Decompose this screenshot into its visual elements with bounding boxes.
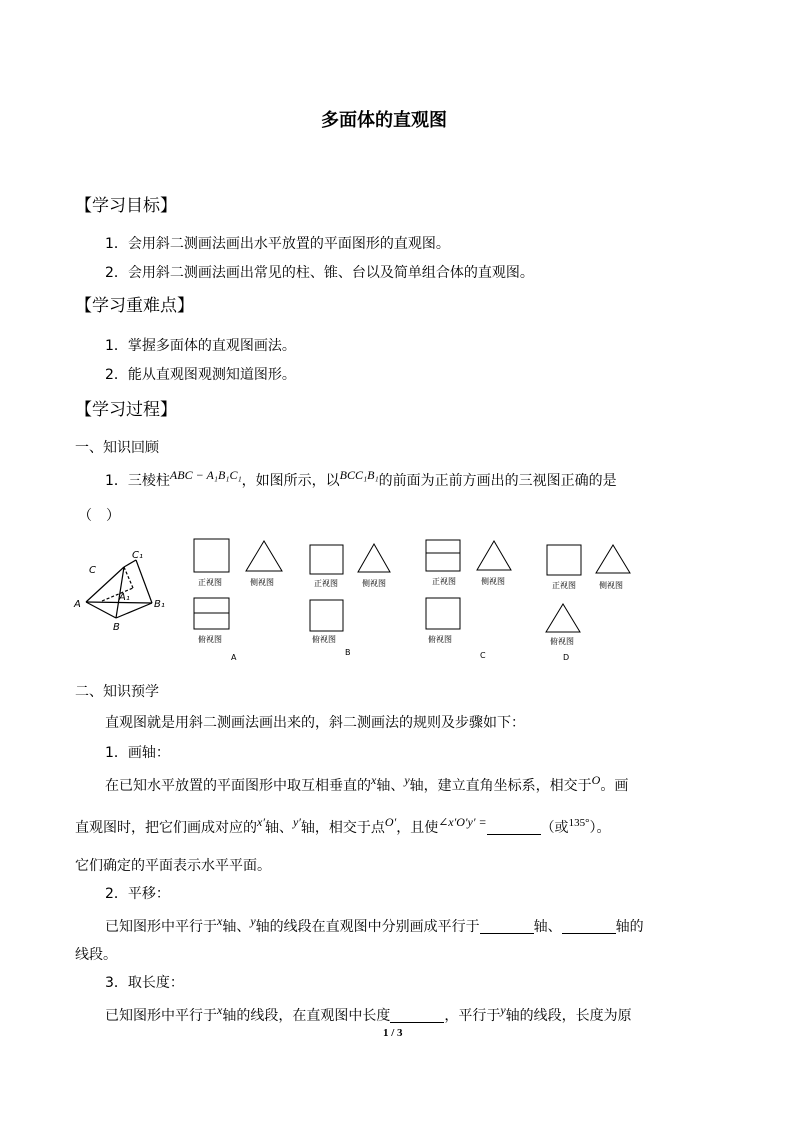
math-x: x <box>217 914 223 928</box>
page-number: 1 / 3 <box>383 1027 403 1039</box>
review-heading: 一、知识回顾 <box>75 440 159 456</box>
fill-blank[interactable] <box>562 919 616 934</box>
prism-label-b1: B₁ <box>154 599 165 610</box>
option-b-side-label: 侧视图 <box>362 579 386 588</box>
option-c-top-label: 俯视图 <box>428 635 452 644</box>
question-1-answer-paren: （ ） <box>78 508 120 524</box>
math-o: O <box>591 773 601 787</box>
question-1-math-face: BCC₁B₁ <box>339 468 379 482</box>
math-y-prime: y′ <box>292 815 301 829</box>
page-title: 多面体的直观图 <box>321 110 447 131</box>
step-3-title: 3．取长度： <box>105 975 184 991</box>
option-d-label: D <box>563 653 570 662</box>
text-span: 轴，相交于点 <box>300 820 385 836</box>
math-y: y <box>500 1003 506 1017</box>
text-span: 轴的线段在直观图中分别画成平行于 <box>255 919 480 935</box>
three-view-figure <box>72 535 647 665</box>
math-angle: ∠x′O′y′ = <box>438 815 487 829</box>
question-1-mid: ，如图所示，以 <box>241 473 340 489</box>
text-span: 已知图形中平行于 <box>105 1008 217 1024</box>
math-o-prime: O′ <box>384 815 397 829</box>
section-heading-goals: 【学习目标】 <box>75 196 177 216</box>
step-1-line-1 <box>105 773 628 795</box>
step-2-title: 2．平移： <box>105 886 170 902</box>
step-2-line-1 <box>105 914 644 936</box>
step-3-line-1 <box>105 1003 632 1025</box>
option-d-top-label: 俯视图 <box>550 637 574 646</box>
math-x: x <box>371 773 377 787</box>
text-span: 轴、 <box>264 820 293 836</box>
text-span: 轴的线段，在直观图中长度 <box>222 1008 391 1024</box>
question-1-suffix: 的前面为正前方画出的三视图正确的是 <box>378 473 617 489</box>
step-1-line-3: 它们确定的平面表示水平平面。 <box>75 858 271 874</box>
fill-blank[interactable] <box>487 820 541 835</box>
prism-label-a1: A₁ <box>119 592 130 603</box>
text-span: 直观图时，把它们画成对应的 <box>75 820 257 836</box>
text-span: 在已知水平放置的平面图形中取互相垂直的 <box>105 778 371 794</box>
text-span: ，平行于 <box>444 1008 501 1024</box>
prism-label-a: A <box>74 599 81 610</box>
goal-item: 1．会用斜二测画法画出水平放置的平面图形的直观图。 <box>105 236 450 252</box>
question-1-prefix: 1．三棱柱 <box>105 473 170 489</box>
goal-item: 2．会用斜二测画法画出常见的柱、锥、台以及简单组合体的直观图。 <box>105 265 534 281</box>
preview-heading: 二、知识预学 <box>75 684 159 700</box>
fill-blank[interactable] <box>390 1008 444 1023</box>
question-1-math-prism: ABC − A₁B₁C₁ <box>169 468 242 482</box>
option-a-label: A <box>231 653 237 662</box>
option-a-front-label: 正视图 <box>198 578 222 587</box>
text-span: 轴的线段，长度为原 <box>505 1008 632 1024</box>
text-span: 轴，建立直角坐标系，相交于 <box>409 778 592 794</box>
text-span: 。画 <box>600 778 629 794</box>
option-c-side-label: 侧视图 <box>481 577 505 586</box>
math-y: y <box>250 914 256 928</box>
math-x: x <box>217 1003 223 1017</box>
option-b-top-label: 俯视图 <box>312 635 336 644</box>
text-span: 轴的 <box>615 919 644 935</box>
text-span: 轴、 <box>376 778 405 794</box>
fill-blank[interactable] <box>480 919 534 934</box>
option-d-front-label: 正视图 <box>552 581 576 590</box>
preview-intro: 直观图就是用斜二测画法画出来的，斜二测画法的规则及步骤如下： <box>105 715 525 731</box>
prism-label-c1: C₁ <box>132 550 143 561</box>
math-x-prime: x′ <box>257 815 265 829</box>
prism-label-b: B <box>113 622 120 633</box>
option-b-front-label: 正视图 <box>314 579 338 588</box>
section-heading-difficulties: 【学习重难点】 <box>75 296 194 316</box>
difficulty-item: 1．掌握多面体的直观图画法。 <box>105 338 296 354</box>
step-1-title: 1．画轴： <box>105 745 170 761</box>
difficulty-item: 2．能从直观图观测知道图形。 <box>105 367 296 383</box>
step-2-line-2: 线段。 <box>75 947 117 963</box>
text-span: ）。 <box>589 820 611 836</box>
option-b-label: B <box>345 648 351 657</box>
text-span: （或 <box>540 820 569 836</box>
option-a-top-label: 俯视图 <box>198 635 222 644</box>
option-c-label: C <box>480 651 486 660</box>
option-c-front-label: 正视图 <box>432 577 456 586</box>
math-y: y <box>404 773 410 787</box>
text-span: 轴、 <box>533 919 562 935</box>
text-span: 已知图形中平行于 <box>105 919 217 935</box>
text-span: 轴、 <box>222 919 251 935</box>
option-d-side-label: 侧视图 <box>599 581 623 590</box>
question-1 <box>105 468 617 490</box>
step-1-line-2 <box>75 815 610 837</box>
text-span: ，且使 <box>396 820 439 836</box>
math-degree: 135° <box>568 817 590 829</box>
section-heading-process: 【学习过程】 <box>75 400 177 420</box>
prism-label-c: C <box>89 565 96 576</box>
option-a-side-label: 侧视图 <box>250 578 274 587</box>
